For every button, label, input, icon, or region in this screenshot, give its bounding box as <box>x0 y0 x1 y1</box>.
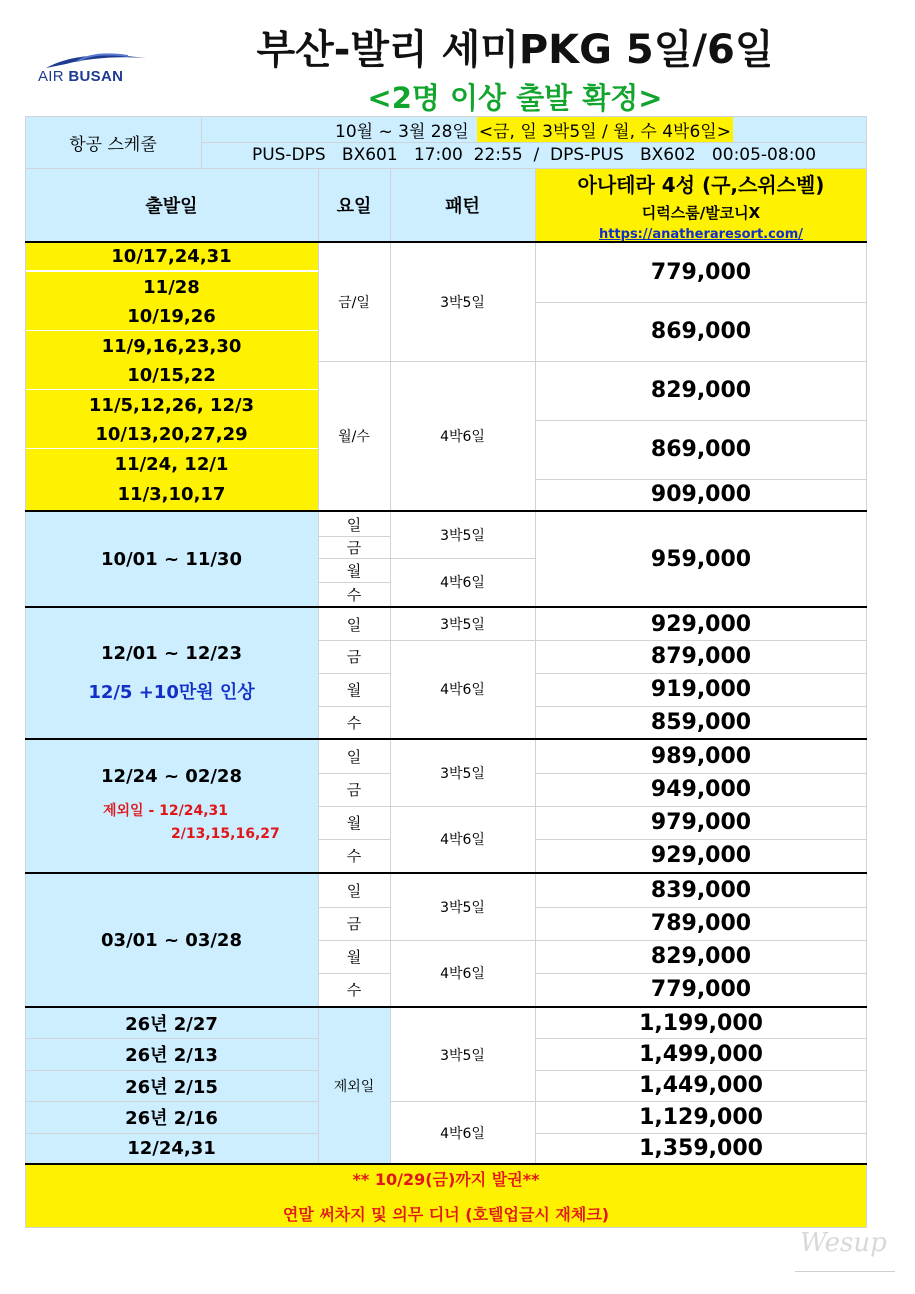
price-cell: 1,499,000 <box>535 1038 867 1070</box>
pattern-cell: 3박5일 <box>390 512 535 558</box>
section-divider <box>25 606 867 608</box>
grid-line <box>318 582 390 583</box>
date-cell: 26년 2/16 <box>25 1101 318 1133</box>
flight-label: 항공 스케줄 <box>25 116 201 168</box>
date-cell: 11/3,10,17 <box>25 479 318 510</box>
logo-prefix: AIR <box>38 68 64 85</box>
table-border-left <box>25 116 26 1228</box>
price-cell: 879,000 <box>535 640 867 673</box>
price-cell: 859,000 <box>535 706 867 738</box>
grid-line <box>25 1070 318 1071</box>
grid-line <box>535 673 867 674</box>
period-cell <box>25 608 318 738</box>
flight-line2: PUS-DPS BX601 17:00 22:55 / DPS-PUS BX602 00:05-08:00 <box>201 142 867 168</box>
table-border-bottom <box>25 1227 867 1228</box>
weekday-cell: 수 <box>318 582 390 606</box>
flight-months: 10월 ~ 3월 28일 <box>335 121 469 142</box>
grid-line <box>25 1101 318 1102</box>
grid-line <box>535 839 867 840</box>
pattern-cell: 3박5일 <box>390 608 535 640</box>
weekday-cell: 수 <box>318 839 390 872</box>
pattern-cell: 4박6일 <box>390 361 535 510</box>
weekday-cell: 월 <box>318 558 390 582</box>
date-cell: 10/19,26 <box>25 302 318 330</box>
watermark-underline <box>795 1271 895 1272</box>
grid-line <box>25 1133 318 1134</box>
pattern-cell: 3박5일 <box>390 740 535 806</box>
grid-line <box>318 168 319 1164</box>
date-cell: 26년 2/15 <box>25 1070 318 1101</box>
price-cell: 989,000 <box>535 740 867 773</box>
grid-line <box>390 168 391 1164</box>
date-cell: 10/17,24,31 <box>25 242 318 270</box>
weekday-cell: 수 <box>318 973 390 1006</box>
surcharge-notice: 연말 써차지 및 의무 디너 (호텔업글시 재체크) <box>282 1205 610 1224</box>
grid-line <box>201 142 867 143</box>
grid-line <box>25 1038 318 1039</box>
weekday-cell: 금 <box>318 640 390 673</box>
grid-line <box>535 907 867 908</box>
page-title: 부산-발리 세미PKG 5일/6일 <box>256 27 774 73</box>
period-cell <box>25 740 318 872</box>
weekday-cell: 금/일 <box>318 242 390 361</box>
grid-line <box>318 673 390 674</box>
price-cell: 929,000 <box>535 608 867 640</box>
date-cell: 12/24,31 <box>25 1133 318 1164</box>
ticketing-deadline: ** 10/29(금)까지 발권** <box>352 1170 540 1189</box>
header-pattern: 패턴 <box>390 168 535 242</box>
weekday-cell: 월 <box>318 673 390 706</box>
period-cell: 03/01 ~ 03/28 <box>25 874 318 1006</box>
grid-line <box>25 168 867 169</box>
pattern-cell: 4박6일 <box>390 558 535 606</box>
weekday-cell: 제외일 <box>318 1008 390 1164</box>
price-cell: 949,000 <box>535 773 867 806</box>
header-departure-date: 출발일 <box>25 168 318 242</box>
header-hotel <box>535 168 867 242</box>
header-weekday: 요일 <box>318 168 390 242</box>
grid-line <box>535 1070 867 1071</box>
date-cell: 11/9,16,23,30 <box>25 331 318 361</box>
weekday-cell: 금 <box>318 773 390 806</box>
grid-line <box>318 973 390 974</box>
price-cell: 789,000 <box>535 907 867 940</box>
logo-name: BUSAN <box>68 68 124 85</box>
pattern-cell: 4박6일 <box>390 1101 535 1164</box>
footer-notice <box>25 1164 867 1228</box>
pattern-cell: 4박6일 <box>390 940 535 1006</box>
air-busan-logo <box>38 52 153 92</box>
excluded-dates-line1: 제외일 - 12/24,31 <box>103 803 229 819</box>
price-cell: 829,000 <box>535 361 867 420</box>
pattern-cell: 3박5일 <box>390 874 535 940</box>
page-subtitle: <2명 이상 출발 확정> <box>367 81 663 115</box>
grid-line <box>318 907 390 908</box>
room-type: 디럭스룸/발코니X <box>641 203 761 222</box>
logo-text <box>38 68 123 85</box>
watermark-signature: Wesup <box>800 1228 887 1258</box>
price-cell: 1,359,000 <box>535 1133 867 1164</box>
price-cell: 1,449,000 <box>535 1070 867 1101</box>
date-cell: 10/15,22 <box>25 361 318 389</box>
pattern-cell: 4박6일 <box>390 640 535 738</box>
date-cell: 11/5,12,26, 12/3 <box>25 390 318 420</box>
price-cell: 779,000 <box>535 242 867 302</box>
excluded-dates-line2: 2/13,15,16,27 <box>171 826 280 842</box>
price-cell: 1,129,000 <box>535 1101 867 1133</box>
price-cell: 869,000 <box>535 302 867 361</box>
grid-line <box>201 116 202 168</box>
weekday-cell: 일 <box>318 608 390 640</box>
weekday-cell: 일 <box>318 512 390 536</box>
grid-line <box>318 839 390 840</box>
date-cell: 11/28 <box>25 272 318 302</box>
price-cell: 929,000 <box>535 839 867 872</box>
grid-line <box>318 940 867 941</box>
grid-line <box>535 706 867 707</box>
pattern-cell: 3박5일 <box>390 1008 535 1101</box>
grid-line <box>318 361 867 362</box>
hotel-name: 아나테라 4성 (구,스위스벨) <box>577 172 825 197</box>
grid-line <box>318 773 390 774</box>
grid-line <box>390 1101 867 1102</box>
date-cell: 26년 2/13 <box>25 1038 318 1070</box>
price-cell: 979,000 <box>535 806 867 839</box>
grid-line <box>318 806 867 807</box>
hotel-url-link[interactable]: https://anatheraresort.com/ <box>598 226 804 242</box>
grid-line <box>535 302 867 303</box>
grid-line <box>318 640 867 641</box>
grid-line <box>535 168 536 1164</box>
weekday-cell: 월 <box>318 940 390 973</box>
price-cell: 919,000 <box>535 673 867 706</box>
flight-pattern-highlight: <금, 일 3박5일 / 월, 수 4박6일> <box>477 117 733 142</box>
table-border-right <box>866 116 867 1228</box>
price-cell: 909,000 <box>535 479 867 510</box>
price-cell: 779,000 <box>535 973 867 1006</box>
weekday-cell: 금 <box>318 536 390 558</box>
grid-line <box>535 420 867 421</box>
price-cell: 869,000 <box>535 420 867 479</box>
grid-line <box>318 558 535 559</box>
grid-line <box>535 1038 867 1039</box>
price-cell: 1,199,000 <box>535 1008 867 1038</box>
grid-line <box>535 973 867 974</box>
section-divider <box>25 241 867 243</box>
grid-line <box>318 706 390 707</box>
price-increase-note: 12/5 +10만원 인상 <box>88 681 255 703</box>
weekday-cell: 월/수 <box>318 361 390 510</box>
grid-line <box>535 773 867 774</box>
section-divider <box>25 510 867 512</box>
pattern-cell: 4박6일 <box>390 806 535 872</box>
section-divider <box>25 738 867 740</box>
period-cell: 10/01 ~ 11/30 <box>25 512 318 606</box>
section-divider <box>25 872 867 874</box>
section-divider <box>25 1163 867 1165</box>
price-cell: 839,000 <box>535 874 867 907</box>
price-cell: 829,000 <box>535 940 867 973</box>
weekday-cell: 월 <box>318 806 390 839</box>
grid-line <box>535 479 867 480</box>
price-cell: 959,000 <box>535 512 867 606</box>
date-cell: 26년 2/27 <box>25 1008 318 1038</box>
weekday-cell: 일 <box>318 740 390 773</box>
weekday-cell: 금 <box>318 907 390 940</box>
table-border-top <box>25 116 867 117</box>
period-text: 12/01 ~ 12/23 <box>101 642 242 664</box>
weekday-cell: 수 <box>318 706 390 738</box>
grid-line <box>535 1133 867 1134</box>
period-text: 12/24 ~ 02/28 <box>101 766 242 787</box>
grid-line <box>318 536 390 537</box>
date-cell: 10/13,20,27,29 <box>25 420 318 448</box>
pattern-cell: 3박5일 <box>390 242 535 361</box>
weekday-cell: 일 <box>318 874 390 907</box>
section-divider <box>25 1006 867 1008</box>
date-cell: 11/24, 12/1 <box>25 449 318 479</box>
flight-line1 <box>201 116 867 142</box>
